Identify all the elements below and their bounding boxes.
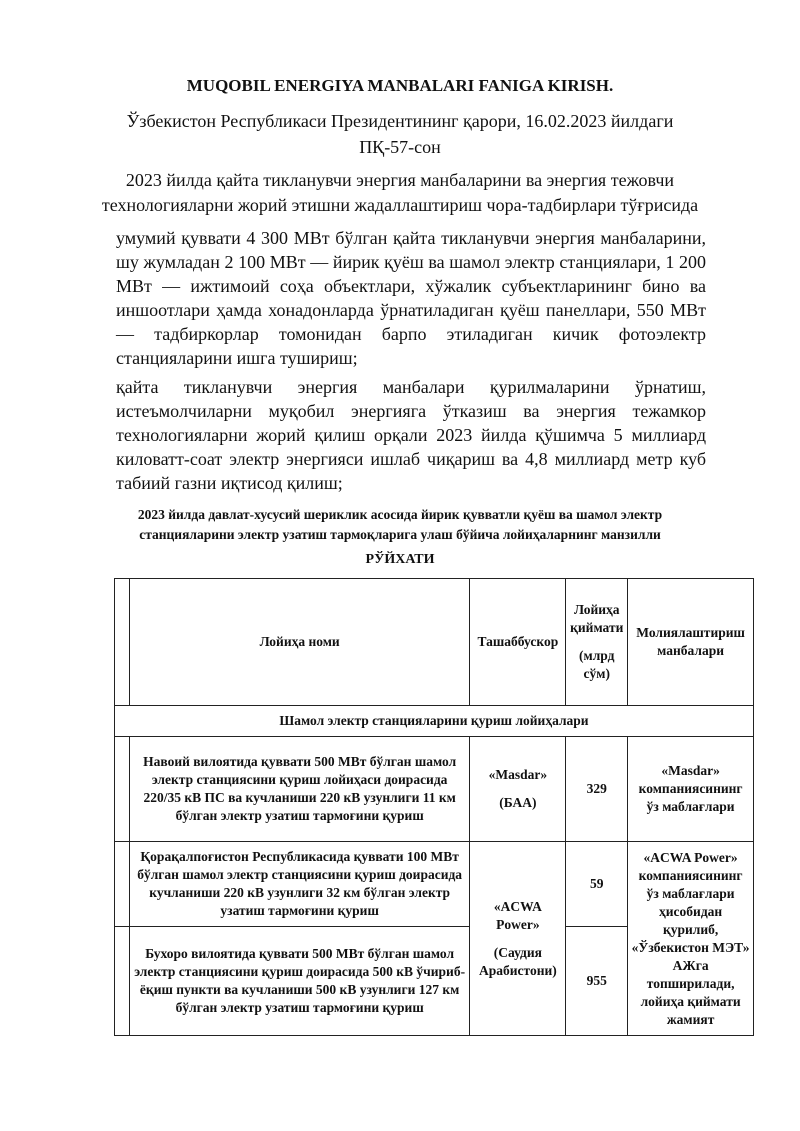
header-initiator: Ташаббускор [470, 579, 566, 706]
table-header-row [115, 579, 754, 706]
decree-heading [90, 168, 710, 218]
document-title: MUQOBIL ENERGIYA MANBALARI FANIGA KIRISH. [186, 76, 614, 95]
header-project-name: Лойиҳа номи [129, 579, 470, 706]
decree-heading-line1: 2023 йилда қайта тикланувчи энергия манбаларини ва энергия тежовчи [125, 170, 675, 190]
initiator-name: «ACWA Power» [493, 898, 542, 932]
table-section-row [115, 706, 754, 737]
table-label: РЎЙХАТИ [365, 552, 435, 567]
table-row [115, 842, 754, 927]
cost-cell: 59 [566, 842, 628, 927]
cost-cell: 329 [566, 737, 628, 842]
table-caption-line1: 2023 йилда давлат-хусусий шериклик асосида йирик қувватли қуёш ва шамол электр [137, 507, 663, 522]
section-title-wind: Шамол электр станцияларини қуриш лойиҳалари [115, 706, 754, 737]
header-cost-unit: (млрд сўм) [579, 648, 615, 681]
project-name-cell: Бухоро вилоятида қуввати 500 МВт бўлган шамол электр станциясини қуриш доирасида 500 кВ ўчириб-ёқиш пункти ва кучланиши 500 кВ узунлиги 127 км бўлган электр узатиш тармоғини қуриш [129, 927, 470, 1036]
table-header-cell-index [115, 579, 130, 706]
cost-cell: 955 [566, 927, 628, 1036]
paragraph-2: қайта тикланувчи энергия манбалари қурилмаларини ўрнатиш, истеъмолчиларни муқобил энергияга ўтказиш ва энергия тежамкор технологияларни жорий қилиш орқали 2023 йилда қўшимча 5 миллиард киловатт-соат электр энергияси ишлаб чиқариш ва 4,8 миллиард метр куб табиий газни иқтисод қилиш; [116, 377, 706, 493]
shared-initiator-cell [470, 842, 566, 1036]
decree-reference-line2: ПҚ-57-сон [359, 137, 441, 157]
row-index-cell [115, 927, 130, 1036]
header-cost [566, 579, 628, 706]
row-index-cell [115, 842, 130, 927]
initiator-country: (Саудия Арабистони) [478, 944, 557, 978]
table-caption [120, 505, 680, 545]
initiator-cell [470, 737, 566, 842]
projects-table [114, 578, 754, 1036]
funding-cell: «Masdar» компаниясининг ўз маблағлари [628, 737, 754, 842]
initiator-country: (БАА) [499, 795, 537, 810]
header-cost-title: Лойиҳа қиймати [570, 602, 624, 635]
header-funding: Молиялаштириш манбалари [628, 579, 754, 706]
table-caption-line2: станцияларини электр узатиш тармоқларига улаш бўйича лойиҳаларнинг манзилли [139, 527, 661, 542]
row-index-cell [115, 737, 130, 842]
project-name-cell: Навоий вилоятида қуввати 500 МВт бўлган шамол электр станциясини қуриш лойиҳаси доирасида 220/35 кВ ПС ва кучланиши 220 кВ узунлиги 11 км бўлган электр узатиш тармоғини қуриш [129, 737, 470, 842]
table-row [115, 737, 754, 842]
decree-reference [110, 108, 690, 160]
initiator-name: «Masdar» [488, 767, 548, 782]
shared-funding-cell: «ACWA Power» компаниясининг ўз маблағлари ҳисобидан қурилиб, «Ўзбекистон МЭТ» АЖга топширилади, лойиҳа қиймати жамият [628, 842, 754, 1036]
paragraph-1: умумий қуввати 4 300 МВт бўлган қайта тикланувчи энергия манбаларини, шу жумладан 2 100 МВт — йирик қуёш ва шамол электр станциялари, 1 200 МВт — ижтимоий соҳа объектлари, хўжалик субъектларининг бино ва иншоотлари ҳамда хонадонларда ўрнатиладиган қуёш панеллари, 550 МВт — тадбиркорлар томонидан барпо этиладиган кичик фотоэлектр станцияларини ишга тушириш; [116, 228, 706, 368]
decree-heading-line2: технологияларни жорий этишни жадаллаштириш чора-тадбирлари тўғрисида [101, 195, 699, 215]
decree-reference-line1: Ўзбекистон Республикаси Президентининг қарори, 16.02.2023 йилдаги [126, 111, 674, 131]
project-name-cell: Қорақалпоғистон Республикасида қуввати 100 МВт бўлган шамол электр станциясини қуриш доирасида кучланиши 220 кВ узунлиги 32 км бўлган электр узатиш тармоғини қуриш [129, 842, 470, 927]
